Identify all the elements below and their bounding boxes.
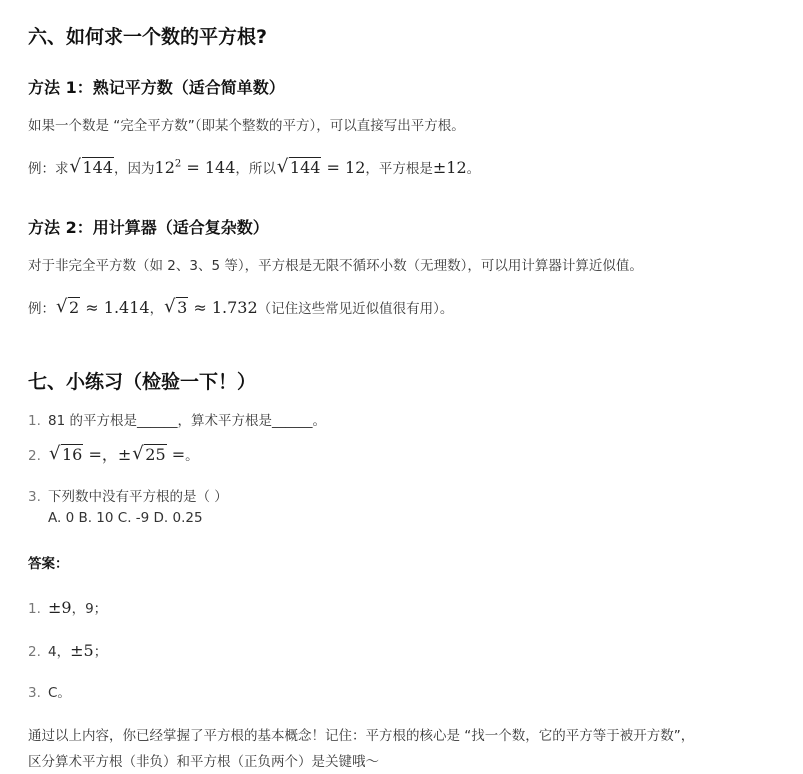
method-2-description: 对于非完全平方数（如 2、3、5 等），平方根是无限不循环小数（无理数），可以用计算器计算近似值。	[28, 258, 643, 274]
summary-line-2: 区分算术平方根（非负）和平方根（正负两个）是关键哦～	[28, 754, 379, 770]
sqrt-symbol: √ 25	[132, 445, 166, 464]
answer-1: 1. ±9，9；	[28, 598, 108, 617]
question-3: 3. 下列数中没有平方根的是（ ）	[28, 489, 228, 505]
question-1: 1. 81 的平方根是______，算术平方根是______。	[28, 413, 326, 429]
section-7-heading: 七、小练习（检验一下！）	[28, 371, 257, 393]
method-1-example: 例：求√ 144，因为$12^2 = 144$，所以√ 144 = 12，平方根是±12。	[28, 157, 480, 177]
method-2-heading: 方法 2：用计算器（适合复杂数）	[28, 218, 269, 237]
method-1-description: 如果一个数是 “完全平方数”（即某个整数的平方），可以直接写出平方根。	[28, 118, 465, 134]
sqrt-symbol: √ 16	[49, 445, 83, 464]
answer-2: 2. 4，±5；	[28, 641, 108, 660]
method-2-example: 例：√ 2 ≈ 1.414，√ 3 ≈ 1.732（记住这些常见近似值很有用）。	[28, 297, 453, 317]
sqrt-symbol: √ 2	[56, 298, 80, 317]
section-6-heading: 六、如何求一个数的平方根?	[28, 26, 268, 48]
answers-label: 答案：	[28, 556, 69, 572]
sqrt-symbol: √ 144	[70, 158, 115, 177]
sqrt-symbol: √ 3	[164, 298, 188, 317]
question-3-options: A. 0 B. 10 C. -9 D. 0.25	[48, 510, 203, 526]
sqrt-symbol: √ 144	[277, 158, 322, 177]
answer-3: 3. C。	[28, 685, 71, 701]
summary-line-1: 通过以上内容，你已经掌握了平方根的基本概念！记住：平方根的核心是 “找一个数，它的平方等于被开方数”，	[28, 728, 695, 744]
question-2: 2.√ 16 =，±√ 25 =。	[28, 442, 199, 465]
method-1-heading: 方法 1：熟记平方数（适合简单数）	[28, 78, 285, 97]
